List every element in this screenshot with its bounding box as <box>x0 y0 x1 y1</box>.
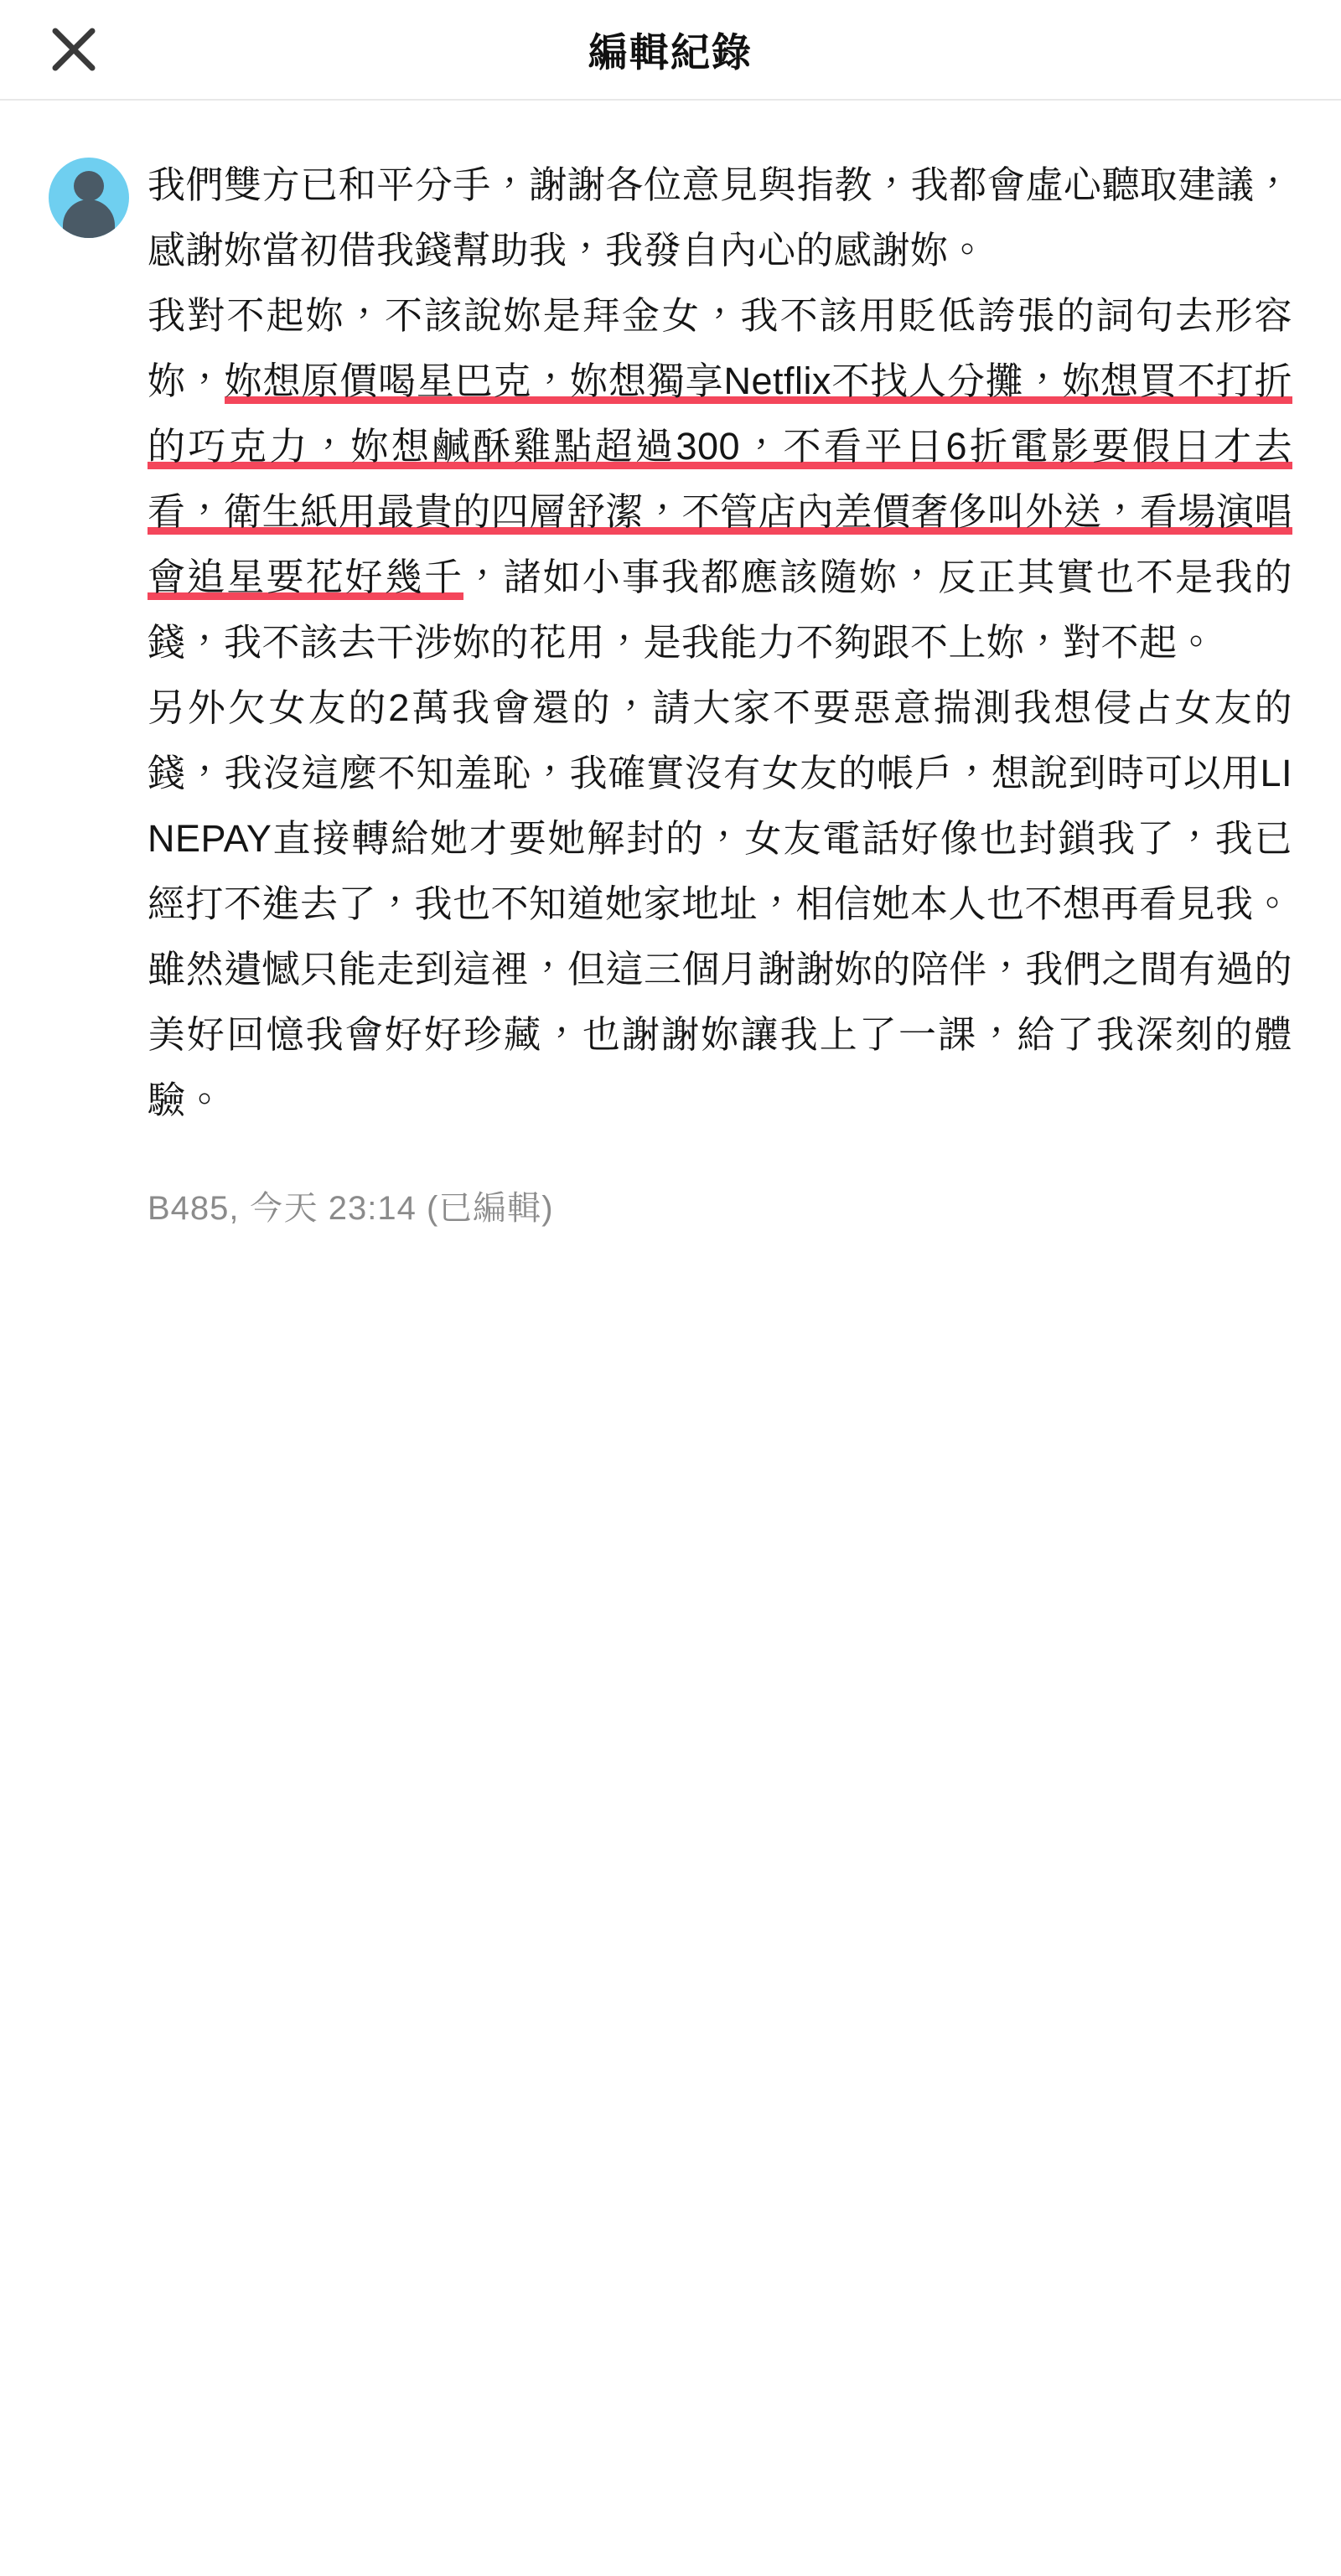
modal-header <box>0 0 1341 101</box>
post-content <box>129 153 1307 1263</box>
avatar-body-shape <box>63 199 115 238</box>
post-paragraph-3 <box>148 675 1292 937</box>
post-body <box>0 101 1341 1263</box>
plain-text: ，諸如小事我都應該隨妳，反正其實也不是我的錢，我不該去干涉妳的花用，是我能力不夠跟不上妳，對不起。 <box>148 556 1292 664</box>
post-paragraph-4 <box>148 937 1292 1133</box>
close-icon[interactable] <box>44 19 104 80</box>
plain-text: 我們雙方已和平分手，謝謝各位意見與指教，我都會虛心聽取建議，感謝妳當初借我錢幫助我，我發自內心的感謝妳。 <box>148 163 1292 272</box>
plain-text: 我對不起妳，不該說妳是拜金女，我不該用貶低誇張的詞句去形容妳， <box>148 294 1292 402</box>
highlighted-text: 妳想原價喝星巴克，妳想獨享Netflix不找人分攤，妳想買不打折的巧克力，妳想鹹酥雞點超過300，不看平日6折電影要假日才去看，衛生紙用最貴的四層舒潔，不管店內差價奢侈叫外送，看場演唱會追星要花好幾千 <box>148 360 1292 598</box>
avatar <box>49 158 129 238</box>
plain-text: 另外欠女友的2萬我會還的，請大家不要惡意揣測我想侵占女友的錢，我沒這麼不知羞恥，我確實沒有女友的帳戶，想說到時可以用LINEPAY直接轉給她才要她解封的，女友電話好像也封鎖我了，我已經打不進去了，我也不知道她家地址，相信她本人也不想再看見我。 <box>148 686 1292 925</box>
plain-text: 雖然遺憾只能走到這裡，但這三個月謝謝妳的陪伴，我們之間有過的美好回憶我會好好珍藏，也謝謝妳讓我上了一課，給了我深刻的體驗。 <box>148 948 1292 1121</box>
post-paragraph-2 <box>148 283 1292 675</box>
avatar-head-shape <box>74 171 104 201</box>
post-paragraph-1 <box>148 153 1292 283</box>
post-meta: B485, 今天 23:14 (已編輯) <box>148 1190 554 1227</box>
page-title: 編輯紀錄 <box>588 29 753 75</box>
